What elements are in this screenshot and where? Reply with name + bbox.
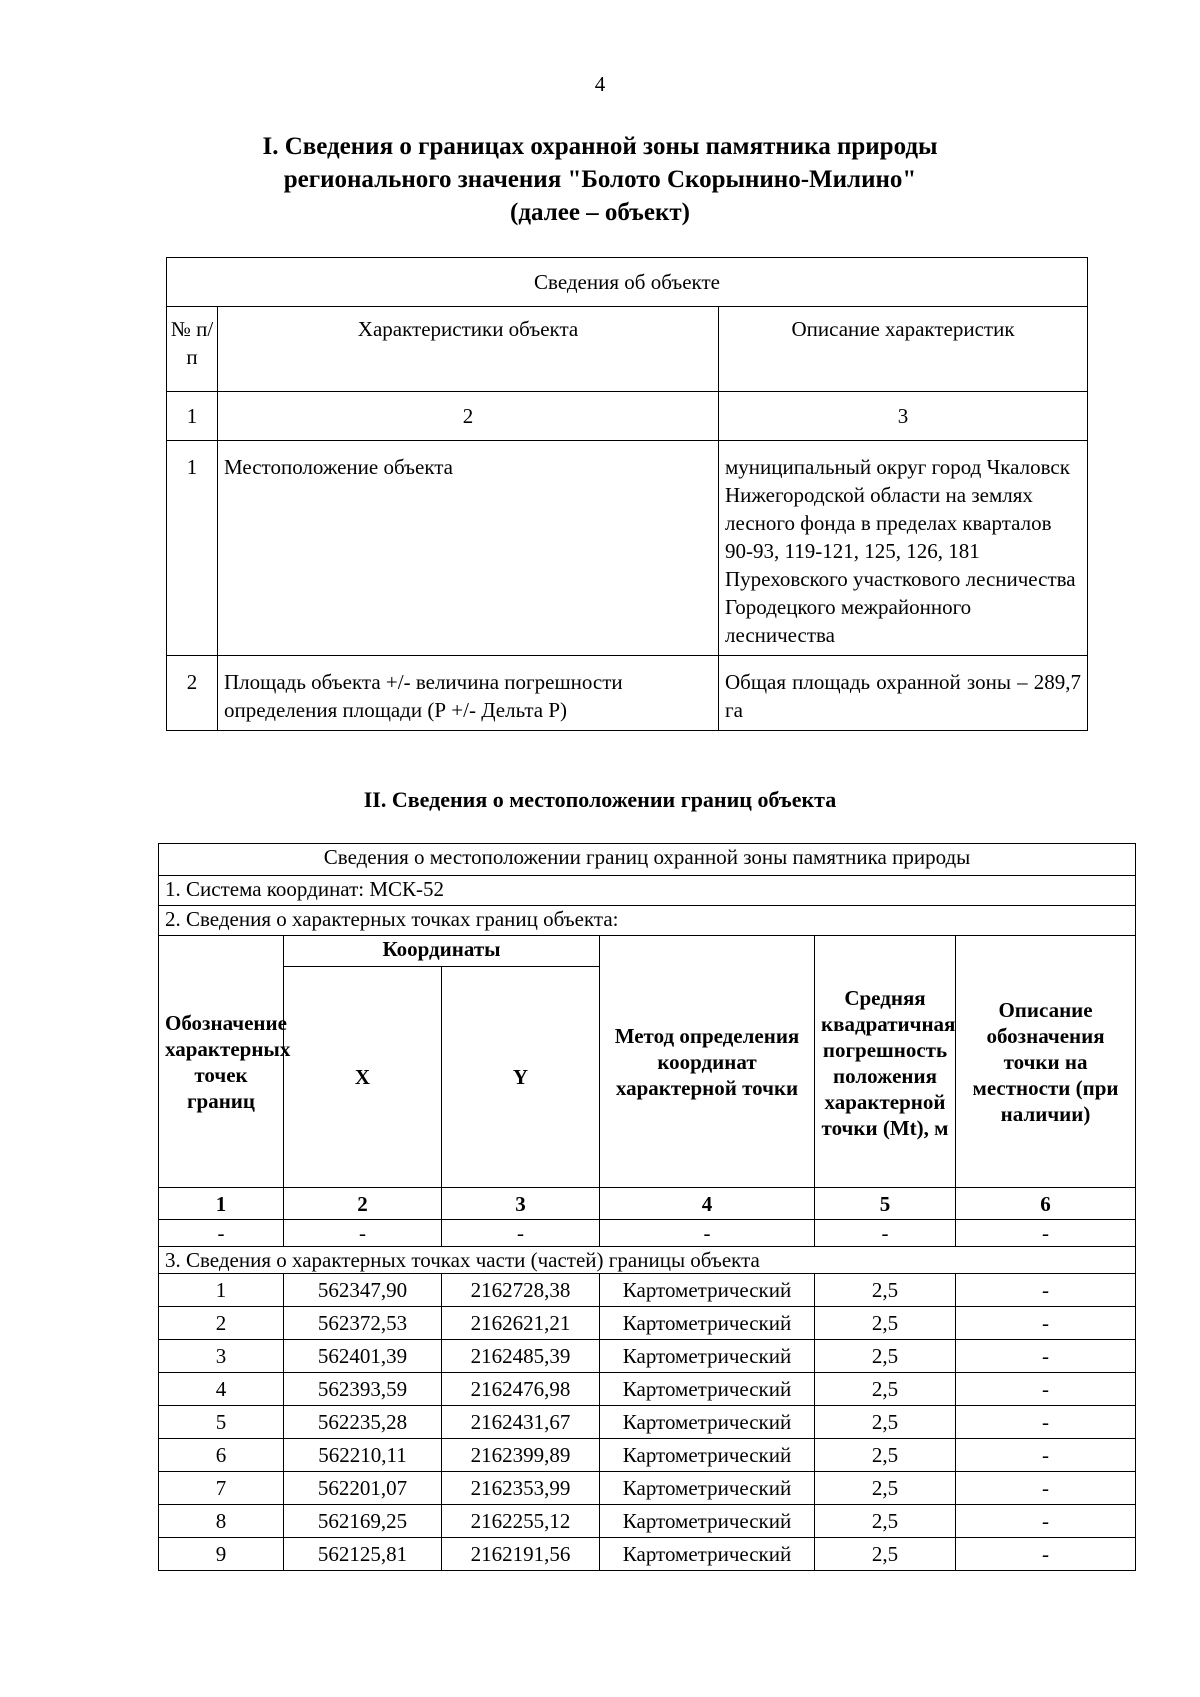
index-cell: 1 xyxy=(167,392,218,441)
point-error: 2,5 xyxy=(815,1274,956,1307)
point-id: 7 xyxy=(159,1472,284,1505)
point-method: Картометрический xyxy=(600,1439,815,1472)
object-table-caption: Сведения об объекте xyxy=(167,258,1088,307)
header-method: Метод определения координат характерной точки xyxy=(600,936,815,1188)
coordinate-system-line: 1. Система координат: МСК-52 xyxy=(159,876,1136,906)
point-id: 4 xyxy=(159,1373,284,1406)
point-description: - xyxy=(956,1340,1136,1373)
point-method: Картометрический xyxy=(600,1307,815,1340)
column-index: 6 xyxy=(956,1188,1136,1220)
point-description: - xyxy=(956,1439,1136,1472)
title-line-1: I. Сведения о границах охранной зоны памятника природы xyxy=(262,133,938,160)
table-row xyxy=(167,656,1088,731)
point-id: 9 xyxy=(159,1538,284,1571)
point-description: - xyxy=(956,1307,1136,1340)
column-index: 2 xyxy=(284,1188,442,1220)
point-id: 6 xyxy=(159,1439,284,1472)
point-x: 562393,59 xyxy=(284,1373,442,1406)
point-x: 562347,90 xyxy=(284,1274,442,1307)
point-id: 1 xyxy=(159,1274,284,1307)
point-description: - xyxy=(956,1373,1136,1406)
point-y: 2162353,99 xyxy=(442,1472,600,1505)
point-x: 562125,81 xyxy=(284,1538,442,1571)
column-index: 5 xyxy=(815,1188,956,1220)
point-y: 2162255,12 xyxy=(442,1505,600,1538)
point-method: Картометрический xyxy=(600,1406,815,1439)
point-method: Картометрический xyxy=(600,1505,815,1538)
table-row xyxy=(159,1307,1136,1340)
point-description: - xyxy=(956,1274,1136,1307)
point-method: Картометрический xyxy=(600,1274,815,1307)
point-y: 2162728,38 xyxy=(442,1274,600,1307)
row-characteristic: Местоположение объекта xyxy=(218,441,719,656)
row-description: муниципальный округ город Чкаловск Нижегородской области на землях лесного фонда в пределах кварталов 90-93, 119-121, 125, 126, 181 Пуреховского участкового лесничества Городецкого межрайонного лесничества xyxy=(719,441,1088,656)
boundary-table xyxy=(158,843,1136,1571)
header-coordinates: Координаты xyxy=(284,936,600,967)
header-num: № п/п xyxy=(167,307,218,392)
section-2-title: II. Сведения о местоположении границ объекта xyxy=(363,787,837,812)
title-line-2: регионального значения "Болото Скорынино-Милино" xyxy=(283,166,917,193)
header-x: X xyxy=(284,967,442,1188)
column-index: 4 xyxy=(600,1188,815,1220)
table-row xyxy=(159,1373,1136,1406)
point-description: - xyxy=(956,1538,1136,1571)
point-method: Картометрический xyxy=(600,1373,815,1406)
point-id: 2 xyxy=(159,1307,284,1340)
table-row xyxy=(159,1274,1136,1307)
point-y: 2162191,56 xyxy=(442,1538,600,1571)
point-error: 2,5 xyxy=(815,1505,956,1538)
point-error: 2,5 xyxy=(815,1373,956,1406)
boundary-table-caption: Сведения о местоположении границ охранной зоны памятника природы xyxy=(159,844,1136,876)
header-designation: Обозначение характерных точек границ xyxy=(159,936,284,1188)
header-error: Средняя квадратичная погрешность положения характерной точки (Mt), м xyxy=(815,936,956,1188)
point-x: 562201,07 xyxy=(284,1472,442,1505)
point-method: Картометрический xyxy=(600,1472,815,1505)
dash-cell: - xyxy=(442,1220,600,1247)
point-x: 562169,25 xyxy=(284,1505,442,1538)
index-cell: 2 xyxy=(218,392,719,441)
point-description: - xyxy=(956,1505,1136,1538)
point-id: 8 xyxy=(159,1505,284,1538)
table-row xyxy=(167,441,1088,656)
point-error: 2,5 xyxy=(815,1307,956,1340)
table-row xyxy=(159,1340,1136,1373)
point-id: 5 xyxy=(159,1406,284,1439)
table-row xyxy=(159,1472,1136,1505)
column-index: 1 xyxy=(159,1188,284,1220)
point-x: 562210,11 xyxy=(284,1439,442,1472)
column-index: 3 xyxy=(442,1188,600,1220)
point-error: 2,5 xyxy=(815,1340,956,1373)
header-point-description: Описание обозначения точки на местности (при наличии) xyxy=(956,936,1136,1188)
point-x: 562235,28 xyxy=(284,1406,442,1439)
dash-cell: - xyxy=(815,1220,956,1247)
point-description: - xyxy=(956,1472,1136,1505)
title-line-3: (далее – объект) xyxy=(510,199,690,226)
row-number: 2 xyxy=(167,656,218,731)
point-y: 2162485,39 xyxy=(442,1340,600,1373)
point-error: 2,5 xyxy=(815,1472,956,1505)
point-error: 2,5 xyxy=(815,1439,956,1472)
table-row xyxy=(159,1439,1136,1472)
point-x: 562372,53 xyxy=(284,1307,442,1340)
point-description: - xyxy=(956,1406,1136,1439)
document-title xyxy=(0,130,1200,229)
row-characteristic: Площадь объекта +/- величина погрешности определения площади (Р +/- Дельта Р) xyxy=(218,656,719,731)
point-y: 2162399,89 xyxy=(442,1439,600,1472)
point-method: Картометрический xyxy=(600,1538,815,1571)
header-description: Описание характеристик xyxy=(719,307,1088,392)
points-info-line: 2. Сведения о характерных точках границ объекта: xyxy=(159,906,1136,936)
dash-cell: - xyxy=(956,1220,1136,1247)
dash-cell: - xyxy=(284,1220,442,1247)
point-id: 3 xyxy=(159,1340,284,1373)
index-cell: 3 xyxy=(719,392,1088,441)
point-y: 2162476,98 xyxy=(442,1373,600,1406)
object-info-table xyxy=(166,257,1088,731)
parts-info-line: 3. Сведения о характерных точках части (частей) границы объекта xyxy=(159,1247,1136,1274)
point-x: 562401,39 xyxy=(284,1340,442,1373)
page-number: 4 xyxy=(594,72,606,96)
dash-cell: - xyxy=(159,1220,284,1247)
table-row xyxy=(159,1538,1136,1571)
table-row xyxy=(159,1406,1136,1439)
point-error: 2,5 xyxy=(815,1538,956,1571)
row-number: 1 xyxy=(167,441,218,656)
point-y: 2162621,21 xyxy=(442,1307,600,1340)
header-characteristic: Характеристики объекта xyxy=(218,307,719,392)
dash-cell: - xyxy=(600,1220,815,1247)
table-row xyxy=(159,1505,1136,1538)
point-error: 2,5 xyxy=(815,1406,956,1439)
row-description: Общая площадь охранной зоны – 289,7 га xyxy=(719,656,1088,731)
header-y: Y xyxy=(442,967,600,1188)
point-y: 2162431,67 xyxy=(442,1406,600,1439)
point-method: Картометрический xyxy=(600,1340,815,1373)
